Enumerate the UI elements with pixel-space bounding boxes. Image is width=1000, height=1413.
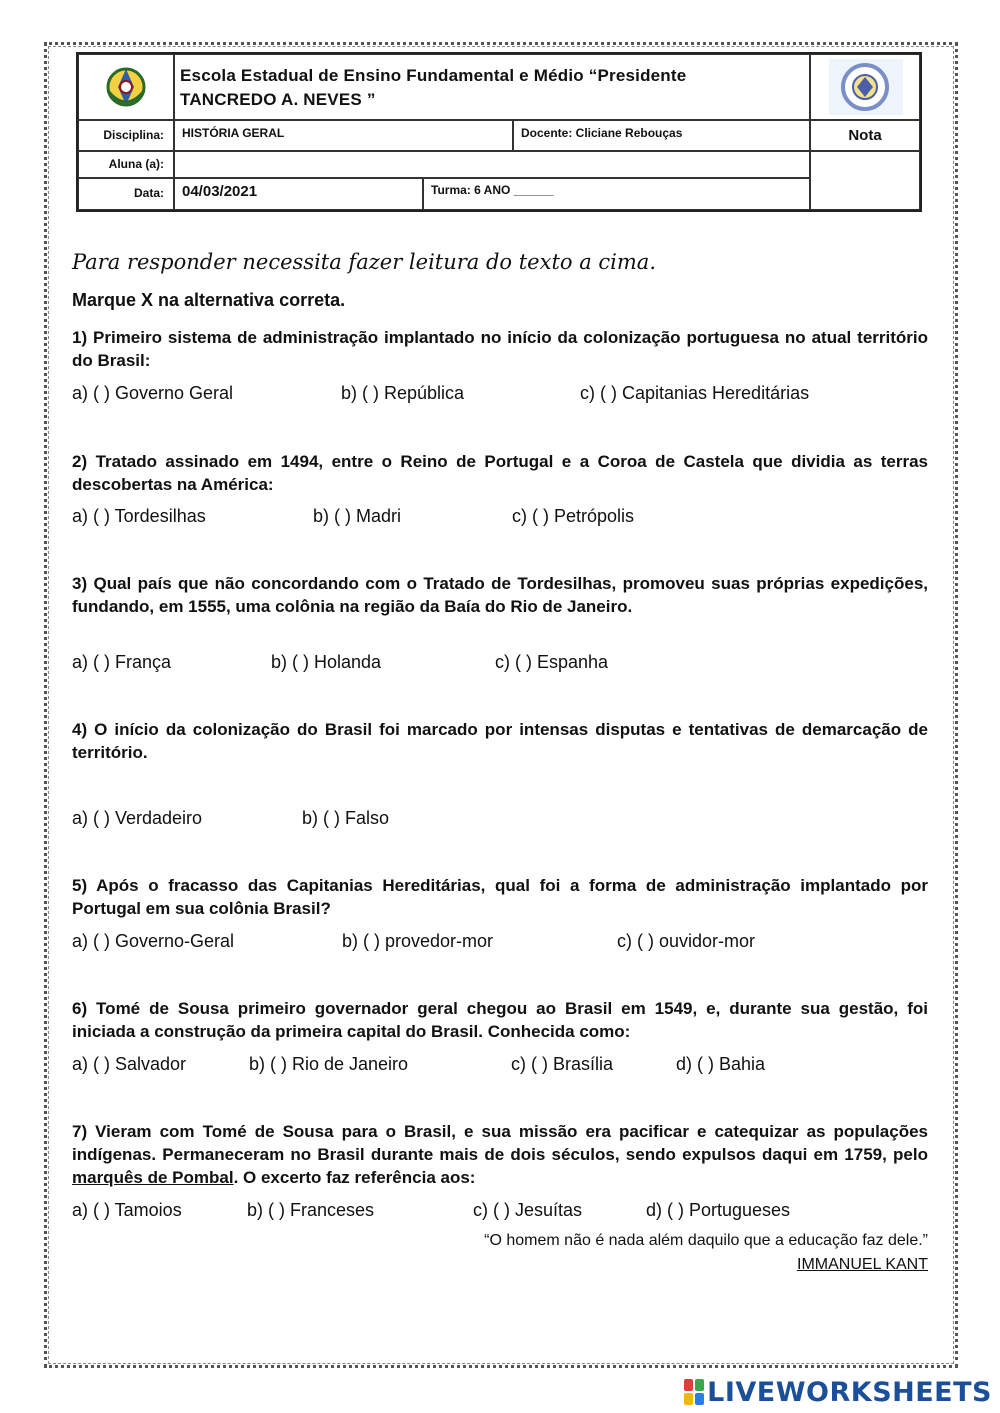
option-1c[interactable]: c) ( ) Capitanias Hereditárias	[580, 383, 810, 403]
question-7-text-before: 7) Vieram com Tomé de Sousa para o Brasil, e sua missão era pacificar e catequizar as populações indígenas. Permaneceram no Brasil durante mais de dois séculos, sendo expulsos daqui em 1759, pelo	[72, 1122, 928, 1164]
logo-cell	[78, 54, 174, 120]
school-name-line2: TANCREDO A. NEVES ”	[180, 90, 376, 109]
option-6a[interactable]: a) ( ) Salvador	[72, 1054, 187, 1074]
option-7a[interactable]: a) ( ) Tamoios	[72, 1200, 182, 1220]
option-5c[interactable]: c) ( ) ouvidor-mor	[617, 931, 756, 951]
option-2a[interactable]: a) ( ) Tordesilhas	[72, 506, 206, 526]
option-7d[interactable]: d) ( ) Portugueses	[646, 1200, 791, 1220]
question-4: 4) O início da colonização do Brasil foi marcado por intensas disputas e tentativas de demarcação de território.	[72, 720, 928, 762]
question-2-options	[72, 506, 932, 530]
question-7	[72, 1120, 928, 1189]
quote-author: IMMANUEL KANT	[797, 1256, 928, 1273]
question-3-options	[72, 652, 932, 676]
liveworksheets-text: LIVEWORKSHEETS	[707, 1376, 992, 1408]
option-2b[interactable]: b) ( ) Madri	[313, 506, 402, 526]
question-3: 3) Qual país que não concordando com o Tratado de Tordesilhas, promoveu suas próprias expedições, fundando, em 1555, uma colônia na região da Baía do Rio de Janeiro.	[72, 574, 928, 616]
question-4-options	[72, 808, 932, 832]
option-6c[interactable]: c) ( ) Brasília	[511, 1054, 614, 1074]
option-1a[interactable]: a) ( ) Governo Geral	[72, 383, 234, 403]
option-3a[interactable]: a) ( ) França	[72, 652, 172, 672]
turma: Turma: 6 ANO ______	[431, 183, 554, 197]
option-7c[interactable]: c) ( ) Jesuítas	[473, 1200, 583, 1220]
school-name-line1: Escola Estadual de Ensino Fundamental e Médio “Presidente	[180, 66, 687, 85]
school-emblem-icon	[811, 55, 919, 119]
option-5a[interactable]: a) ( ) Governo-Geral	[72, 931, 235, 951]
instruction-text: Para responder necessita fazer leitura do texto a cima.	[72, 250, 656, 274]
aluna-label: Aluna (a):	[108, 157, 164, 171]
disciplina-label: Disciplina:	[103, 128, 164, 142]
option-4b[interactable]: b) ( ) Falso	[302, 808, 390, 828]
question-7-text-after: . O excerto faz referência aos:	[233, 1168, 476, 1187]
marque-heading: Marque X na alternativa correta.	[72, 290, 346, 310]
data-label: Data:	[133, 186, 164, 200]
docente: Docente: Cliciane Rebouças	[521, 126, 683, 140]
nota-label: Nota	[848, 127, 882, 144]
liveworksheets-brand[interactable]	[684, 1375, 992, 1409]
option-6d[interactable]: d) ( ) Bahia	[676, 1054, 766, 1074]
aluna-field[interactable]	[174, 151, 810, 178]
option-3b[interactable]: b) ( ) Holanda	[271, 652, 382, 672]
question-7-options	[72, 1200, 932, 1224]
quote-text: “O homem não é nada além daquilo que a educação faz dele.”	[484, 1232, 928, 1249]
option-4a[interactable]: a) ( ) Verdadeiro	[72, 808, 203, 828]
question-6-options	[72, 1054, 932, 1078]
question-5-options	[72, 931, 932, 955]
option-1b[interactable]: b) ( ) República	[341, 383, 465, 403]
option-6b[interactable]: b) ( ) Rio de Janeiro	[249, 1054, 409, 1074]
option-7b[interactable]: b) ( ) Franceses	[247, 1200, 375, 1220]
option-3c[interactable]: c) ( ) Espanha	[495, 652, 609, 672]
question-6: 6) Tomé de Sousa primeiro governador geral chegou ao Brasil em 1549, e, durante sua gestão, foi iniciada a construção da primeira capital do Brasil. Conhecida como:	[72, 999, 928, 1041]
liveworksheets-logo-icon	[684, 1379, 704, 1405]
school-name	[180, 64, 810, 112]
disciplina-value: HISTÓRIA GERAL	[182, 126, 285, 140]
nota-field[interactable]	[810, 151, 920, 210]
data-value: 04/03/2021	[182, 183, 258, 200]
question-2: 2) Tratado assinado em 1494, entre o Reino de Portugal e a Coroa de Castela que dividia as terras descobertas na América:	[72, 452, 928, 494]
option-2c[interactable]: c) ( ) Petrópolis	[512, 506, 635, 526]
emblem-cell	[810, 54, 920, 120]
marques-de-pombal-link: marquês de Pombal	[72, 1168, 234, 1187]
question-1-options	[72, 383, 932, 407]
option-5b[interactable]: b) ( ) provedor-mor	[342, 931, 494, 951]
school-crest-icon	[79, 55, 173, 119]
question-1: 1) Primeiro sistema de administração implantado no início da colonização portuguesa no atual território do Brasil:	[72, 328, 928, 370]
question-5: 5) Após o fracasso das Capitanias Hereditárias, qual foi a forma de administração implantado por Portugal em sua colônia Brasil?	[72, 876, 928, 918]
